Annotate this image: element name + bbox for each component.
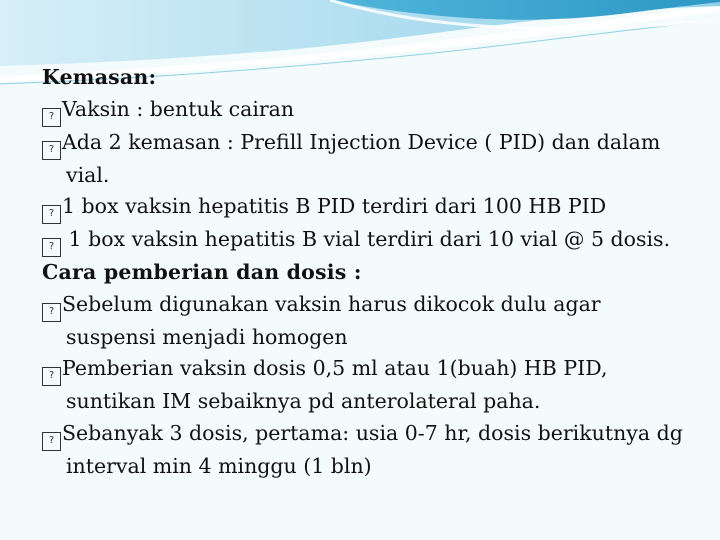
bullet-item bbox=[42, 289, 702, 322]
missing-glyph-bullet-icon: ? bbox=[42, 108, 61, 127]
bullet-item-text: Ada 2 kemasan : Prefill Injection Device ( PID) dan dalam bbox=[62, 129, 661, 154]
bullet-item bbox=[42, 353, 702, 386]
section-heading-text: Kemasan: bbox=[42, 65, 157, 89]
missing-glyph-bullet-icon: ? bbox=[42, 205, 61, 224]
bullet-continuation bbox=[42, 451, 702, 483]
bullet-item-text: 1 box vaksin hepatitis B vial terdiri dari 10 vial @ 5 dosis. bbox=[62, 227, 671, 251]
bullet-continuation bbox=[42, 386, 702, 418]
bullet-continuation bbox=[42, 160, 702, 192]
bullet-continuation-text: vial. bbox=[66, 162, 110, 187]
bullet-item-text: Vaksin : bentuk cairan bbox=[62, 96, 295, 121]
slide-body bbox=[42, 62, 702, 482]
section-heading-text: Cara pemberian dan dosis : bbox=[42, 260, 362, 284]
missing-glyph-bullet-icon: ? bbox=[42, 238, 61, 257]
bullet-item-text: Pemberian vaksin dosis 0,5 ml atau 1(buah) HB PID, bbox=[62, 356, 608, 380]
missing-glyph-bullet-icon: ? bbox=[42, 367, 61, 386]
section-heading bbox=[42, 257, 702, 289]
bullet-continuation-text: suntikan IM sebaiknya pd anterolateral paha. bbox=[66, 389, 541, 413]
bullet-item bbox=[42, 191, 702, 224]
missing-glyph-bullet-icon: ? bbox=[42, 303, 61, 322]
bullet-item bbox=[42, 127, 702, 160]
bullet-item-text: Sebanyak 3 dosis, pertama: usia 0-7 hr, dosis berikutnya dg bbox=[62, 420, 683, 445]
missing-glyph-bullet-icon: ? bbox=[42, 141, 61, 160]
bullet-item bbox=[42, 418, 702, 451]
bullet-continuation-text: interval min 4 minggu (1 bln) bbox=[66, 453, 372, 478]
bullet-item-text: 1 box vaksin hepatitis B PID terdiri dari 100 HB PID bbox=[62, 194, 607, 218]
bullet-item-text: Sebelum digunakan vaksin harus dikocok dulu agar bbox=[62, 291, 601, 316]
bullet-item bbox=[42, 94, 702, 127]
missing-glyph-bullet-icon: ? bbox=[42, 432, 61, 451]
bullet-continuation bbox=[42, 322, 702, 354]
section-heading bbox=[42, 62, 702, 94]
bullet-continuation-text: suspensi menjadi homogen bbox=[66, 324, 348, 349]
bullet-item bbox=[42, 224, 702, 257]
